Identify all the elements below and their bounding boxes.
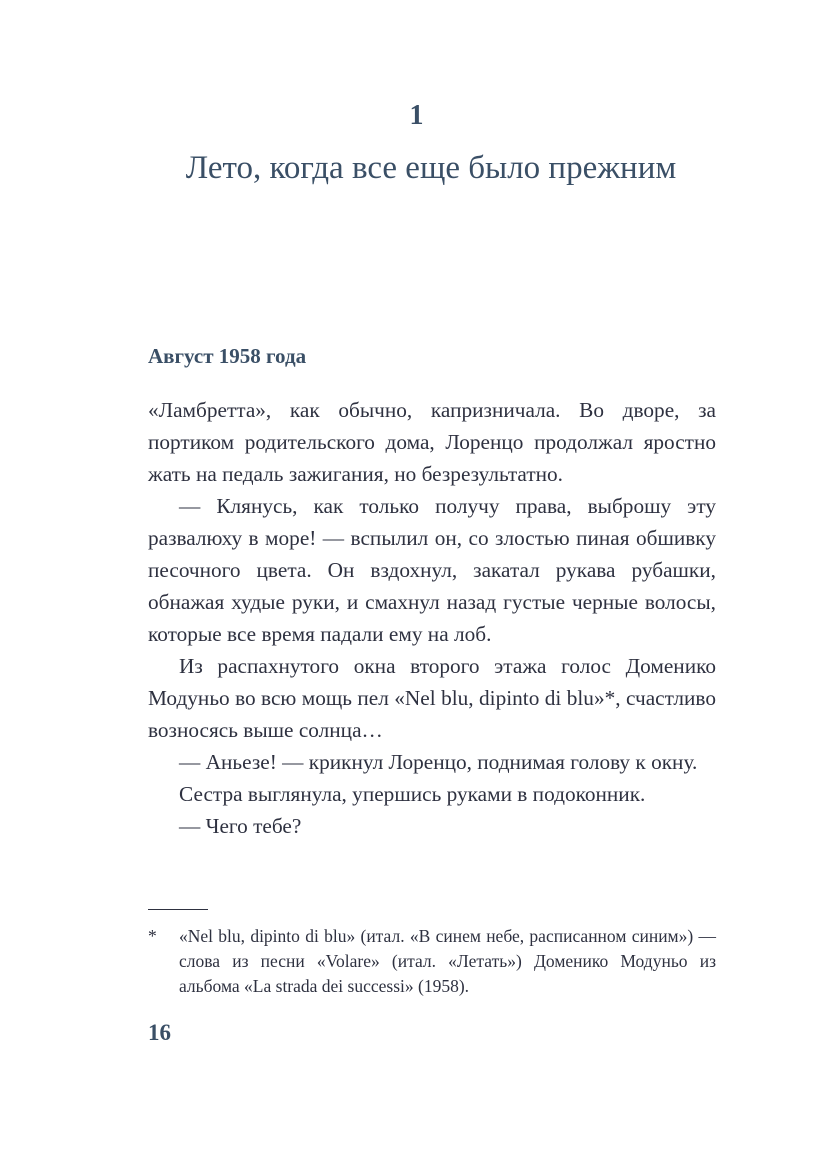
footnote-mark: * — [148, 926, 157, 946]
body-text — [148, 394, 716, 842]
paragraph: Из распахнутого окна второго этажа голос Доменико Модуньо во всю мощь пел «Nel blu, dipinto di blu»*, счастливо возносясь выше солнца… — [148, 654, 716, 742]
page-number: 16 — [148, 1020, 171, 1045]
footnote-text: «Nel blu, dipinto di blu» (итал. «В синем небе, расписанном синим») — слова из песни «Volare» (итал. «Летать») Доменико Модуньо из альбома «La strada dei successi» (1958). — [179, 926, 716, 996]
paragraph: Сестра выглянула, упершись руками в подоконник. — [179, 782, 646, 806]
paragraph: — Аньезе! — крикнул Лоренцо, поднимая голову к окну. — [179, 750, 698, 774]
chapter-number: 1 — [409, 100, 424, 131]
paragraph: «Ламбретта», как обычно, капризничала. Во дворе, за портиком родительского дома, Лоренцо продолжал яростно жать на педаль зажигания, но безрезультатно. — [148, 398, 716, 486]
footnote-divider — [148, 909, 208, 910]
chapter-title: Лето, когда все еще было прежним — [185, 150, 677, 186]
paragraph: — Клянусь, как только получу права, выброшу эту развалюху в море! — вспылил он, со злостью пиная обшивку песочного цвета. Он вздохнул, закатал рукава рубашки, обнажая худые руки, и смахнул назад густые черные волосы, которые все время падали ему на лоб. — [148, 494, 716, 646]
paragraph: — Чего тебе? — [179, 814, 302, 838]
footnote — [148, 924, 716, 999]
section-heading: Август 1958 года — [148, 344, 307, 368]
